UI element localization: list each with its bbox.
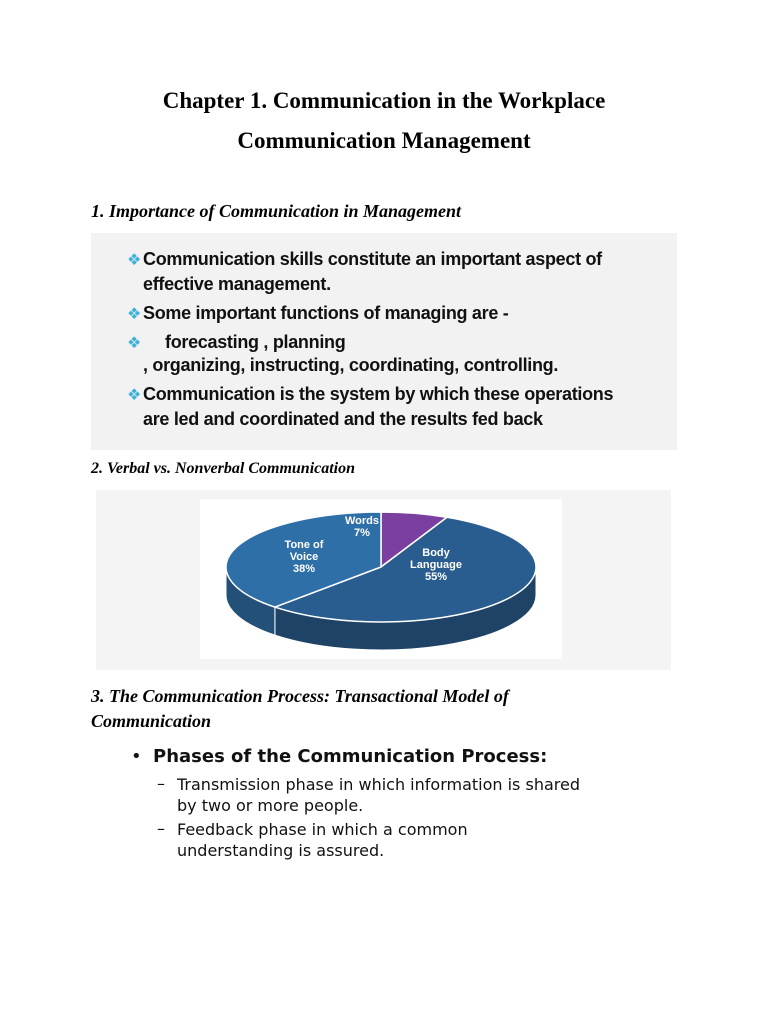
document-title: Chapter 1. Communication in the Workplace	[162, 88, 606, 113]
slide-line-continuation: are led and coordinated and the results fed back	[143, 409, 543, 429]
pie-label-body-language-line-0: Body	[422, 547, 450, 559]
pie-label-tone-of-voice-line-2: 38%	[292, 563, 316, 575]
pie-label-words-line-1: 7%	[354, 527, 370, 539]
pie-label-body-language-line-1: Language	[410, 559, 462, 571]
diamond-bullet-icon: ❖	[127, 335, 142, 352]
section-3-heading: 3. The Communication Process: Transactional Model of Communication	[91, 686, 509, 731]
pie-label-tone-of-voice-line-0: Tone of	[284, 539, 324, 551]
dash-icon: –	[157, 819, 165, 838]
document-subtitle: Communication Management	[237, 128, 531, 153]
pie-chart-frame	[200, 499, 562, 659]
importance-slide-image	[91, 233, 677, 450]
dash-icon: –	[157, 774, 165, 793]
phase-item-transmission: Transmission phase in which information is shared by two or more people.	[177, 775, 580, 815]
bullet-icon: •	[131, 746, 142, 767]
phase-item-feedback: Feedback phase in which a common understanding is assured.	[177, 820, 468, 860]
pie-label-tone-of-voice-line-1: Voice	[289, 551, 319, 563]
pie-label-words-line-0: Words	[344, 515, 380, 527]
diamond-bullet-icon: ❖	[127, 387, 142, 404]
phases-heading: Phases of the Communication Process:	[153, 746, 548, 767]
pie-chart	[200, 499, 562, 659]
slide-bullet-4: ❖ Communication is the system by which these operations	[127, 384, 614, 404]
diamond-bullet-icon: ❖	[127, 252, 142, 269]
diamond-bullet-icon: ❖	[127, 306, 142, 323]
slide-bullet-3: ❖ forecasting , planning	[127, 332, 346, 352]
section-1-heading: 1. Importance of Communication in Management	[91, 201, 462, 221]
slide-bullet-2: ❖ Some important functions of managing are -	[127, 303, 509, 323]
pie-label-body-language-line-2: 55%	[424, 571, 448, 583]
communication-process-slide	[91, 738, 677, 868]
slide-line-continuation: effective management.	[143, 274, 331, 294]
slide-line-continuation: , organizing, instructing, coordinating, controlling.	[143, 355, 559, 375]
slide-bullet-1: ❖ Communication skills constitute an important aspect of	[127, 249, 602, 269]
section-2-heading: 2. Verbal vs. Nonverbal Communication	[91, 460, 356, 477]
pie-chart-image	[96, 490, 671, 670]
